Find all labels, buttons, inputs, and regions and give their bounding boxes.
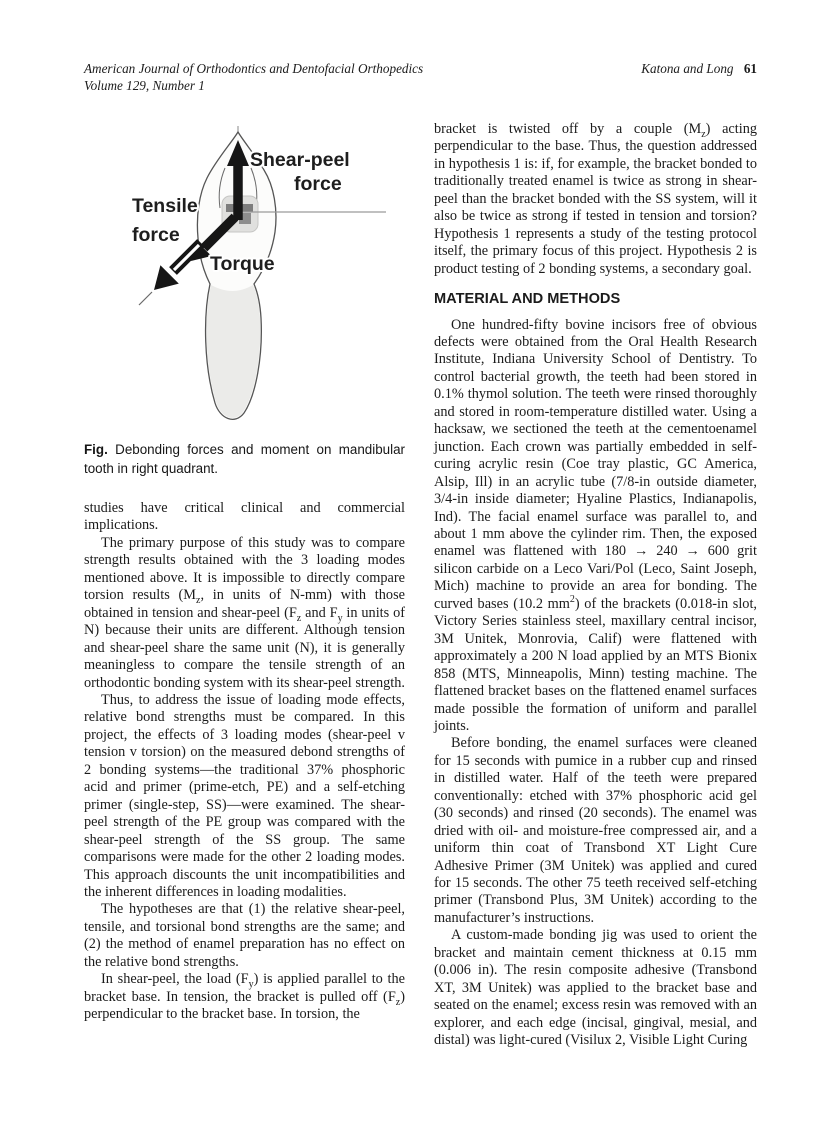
running-header xyxy=(84,60,757,94)
figure-tooth-diagram xyxy=(88,120,408,435)
paragraph: One hundred-fifty bovine incisors free of obvious defects were obtained from the Oral Health Research Institute, Indiana University School of Dentistry. To control bacterial growth, the teeth had been stored in 0.1% thymol solution. The teeth were rinsed thoroughly and stored in room-temperature distilled water. Using a hacksaw, we sectioned the teeth at the cementoenamel junction. Each crown was partially embedded in self-curing acrylic resin (Coe tray plastic, GC America, Alsip, Ill) in an acrylic tube (7/8-in outside diameter, 3/4-in inside diameter; Hyaline Plastics, Indianapolis, Ind). The facial enamel surface was parallel to, and about 1 mm above the cylinder rim. Then, the exposed enamel was flattened with 180 → 240 → 600 grit silicon carbide on a Leco Vari/Pol (Leco, Saint Joseph, Mich) machine to provide an area for bonding. The curved bases (10.2 $mm^2$) of the brackets (0.018-in slot, Victory Series stainless steel, maxillary central incisor, 3M Unitek, Monrovia, Calif) were flattened with approximately a 200 N load applied by an MTS Bionix 858 (MTS, Minneapolis, Minn) testing machine. The flattened bracket bases on the flattened enamel surfaces made possible the formation of uniform and parallel joints. xyxy=(434,316,757,734)
paragraph: bracket is twisted off by a couple $(M_z)$ acting perpendicular to the base. Thus, the question addressed in hypothesis 1 is: if, for example, the bracket bonded to traditionally treated enamel is twice as strong in shear-peel than the bracket bonded with the SS system, will it also be twice as strong if tested in tension and torsion? Hypothesis 1 represents a study of the testing protocol itself, the primary focus of this project. Hypothesis 2 is product testing of 2 bonding systems, a secondary goal. xyxy=(434,121,757,277)
figure-caption xyxy=(84,441,405,478)
right-column xyxy=(434,121,757,1050)
running-authors: Katona and Long xyxy=(641,61,734,76)
torque-arrow xyxy=(139,243,201,305)
paragraph: In shear-peel, the load $(F_y)$ is applied parallel to the bracket base. In tension, the bracket is pulled off $(F_z)$ perpendicular to the bracket base. In torsion, the xyxy=(84,971,405,1023)
paragraph: A custom-made bonding jig was used to orient the bracket and maintain cement thickness at 0.15 mm (0.006 in). The resin composite adhesive (Transbond XT, 3M Unitek) was applied to the bracket base and seated on the enamel; excess resin was removed with an explorer, and each edge (incisal, gingival, mesial, and distal) was light-cured (Visilux 2, Visible Light Curing xyxy=(434,927,757,1049)
paragraph: studies have critical clinical and commercial implications. xyxy=(84,500,405,534)
journal-citation xyxy=(84,60,423,94)
paragraph: Thus, to address the issue of loading mode effects, relative bond strengths must be compared. In this project, the effects of 3 loading modes (shear-peel v tension v torsion) on the measured debond strengths of 2 bonding systems—the traditional 37% phosphoric acid and primer (prime-etch, PE) and a self-etching primer (single-step, SS)—were examined. The shear-peel strength of the PE group was compared with the shear-peel strength of the SS group. The same comparisons were made for the other 2 loading modes. This approach discounts the unit incompatibilities and the inherent differences in loading modalities. xyxy=(84,691,405,900)
paragraph: Before bonding, the enamel surfaces were cleaned for 15 seconds with pumice in a rubber cup and rinsed in distilled water. Half of the teeth were prepared conventionally: etched with 37% phosphoric acid gel (30 seconds) and rinsed (20 seconds). The enamel was dried with oil- and moisture-free compressed air, and a uniform thin coat of Transbond XT Light Cure Adhesive Primer (3M Unitek) was applied and cured for 15 seconds. The other 75 teeth received self-etching primer (Transbond Plus, 3M Unitek) according to the manufacturer’s instructions. xyxy=(434,735,757,926)
page-number: 61 xyxy=(743,61,757,76)
figure-caption-text: Debonding forces and moment on mandibular tooth in right quadrant. xyxy=(84,442,405,476)
paragraph: The primary purpose of this study was to compare strength results obtained with the 3 loading modes mentioned above. It is impossible to directly compare torsion results ($M_z$, in units of N-mm) with those obtained in tension and shear-peel ($F_z$ and $F_y$ in units of N) because their units are different. Although tension and shear-peel share the same unit (N), it is generally meaningless to compare the tensile strength of an orthodontic bonding system with its shear-peel strength. xyxy=(84,534,405,691)
journal-title: American Journal of Orthodontics and Dentofacial Orthopedics xyxy=(84,61,424,76)
journal-issue: Volume 129, Number 1 xyxy=(84,78,205,93)
paragraph: The hypotheses are that (1) the relative shear-peel, tensile, and torsional bond strengths are the same; and (2) the method of enamel preparation has no effect on the relative bond strengths. xyxy=(84,901,405,970)
tooth-forces-svg xyxy=(88,120,408,435)
figure-label-tensile: Tensile xyxy=(132,195,198,217)
figure-label-shear-peel: Shear-peel xyxy=(250,149,350,171)
running-authors-page xyxy=(641,60,757,77)
figure-label-torque: Torque xyxy=(210,253,275,275)
figure-caption-lead: Fig. xyxy=(84,442,108,457)
figure-label-shear-peel-force: force xyxy=(294,173,342,195)
left-column xyxy=(84,500,405,1024)
figure-label-tensile-force: force xyxy=(132,224,180,246)
section-heading-material-and-methods: MATERIAL AND METHODS xyxy=(434,291,621,308)
